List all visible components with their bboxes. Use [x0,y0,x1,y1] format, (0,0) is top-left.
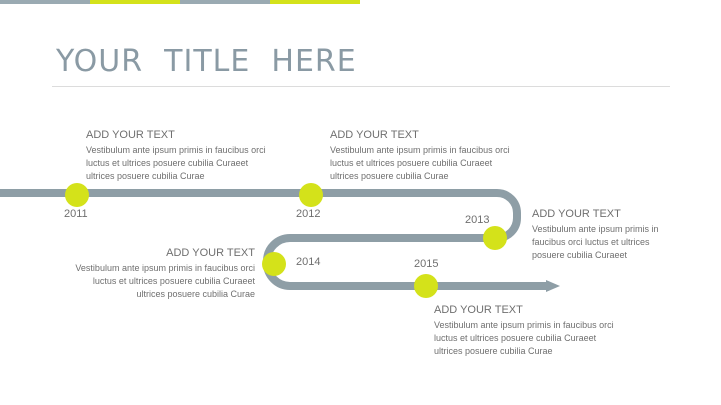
text-block-2014 [70,247,255,301]
milestone-dot-2011 [65,183,89,207]
year-label-2013: 2013 [465,214,490,226]
text-block-heading: ADD YOUR TEXT [166,247,255,259]
text-block-2011 [86,129,271,183]
text-block-body: Vestibulum ante ipsum primis in faucibus orci luctus et ultrices posuere cubilia Curaeet ultrices posuere cubilia Curae [330,145,510,181]
year-label-2015: 2015 [414,258,439,270]
text-block-heading: ADD YOUR TEXT [86,129,175,141]
year-label-2014: 2014 [296,256,321,268]
year-label-2011: 2011 [64,208,88,220]
text-block-2015 [434,304,619,358]
milestone-dot-2012 [299,183,323,207]
text-block-body: Vestibulum ante ipsum primis in faucibus orci luctus et ultrices posuere cubilia Curaeet [532,224,659,260]
text-block-heading: ADD YOUR TEXT [434,304,523,316]
text-block-heading: ADD YOUR TEXT [330,129,419,141]
text-block-body: Vestibulum ante ipsum primis in faucibus orci luctus et ultrices posuere cubilia Curaeet ultrices posuere cubilia Curae [434,320,614,356]
text-block-body: Vestibulum ante ipsum primis in faucibus orci luctus et ultrices posuere cubilia Curaeet ultrices posuere cubilia Curae [75,263,255,299]
page-title: YOUR TITLE HERE [56,44,357,79]
text-block-body: Vestibulum ante ipsum primis in faucibus orci luctus et ultrices posuere cubilia Curaeet ultrices posuere cubilia Curae [86,145,266,181]
milestone-dot-2015 [414,274,438,298]
year-label-2012: 2012 [296,208,321,220]
text-block-2012 [330,129,515,183]
text-block-heading: ADD YOUR TEXT [532,208,621,220]
milestone-dot-2013 [483,226,507,250]
timeline-arrow-head [546,280,560,292]
milestone-dot-2014 [262,252,286,276]
text-block-2013 [532,208,682,262]
